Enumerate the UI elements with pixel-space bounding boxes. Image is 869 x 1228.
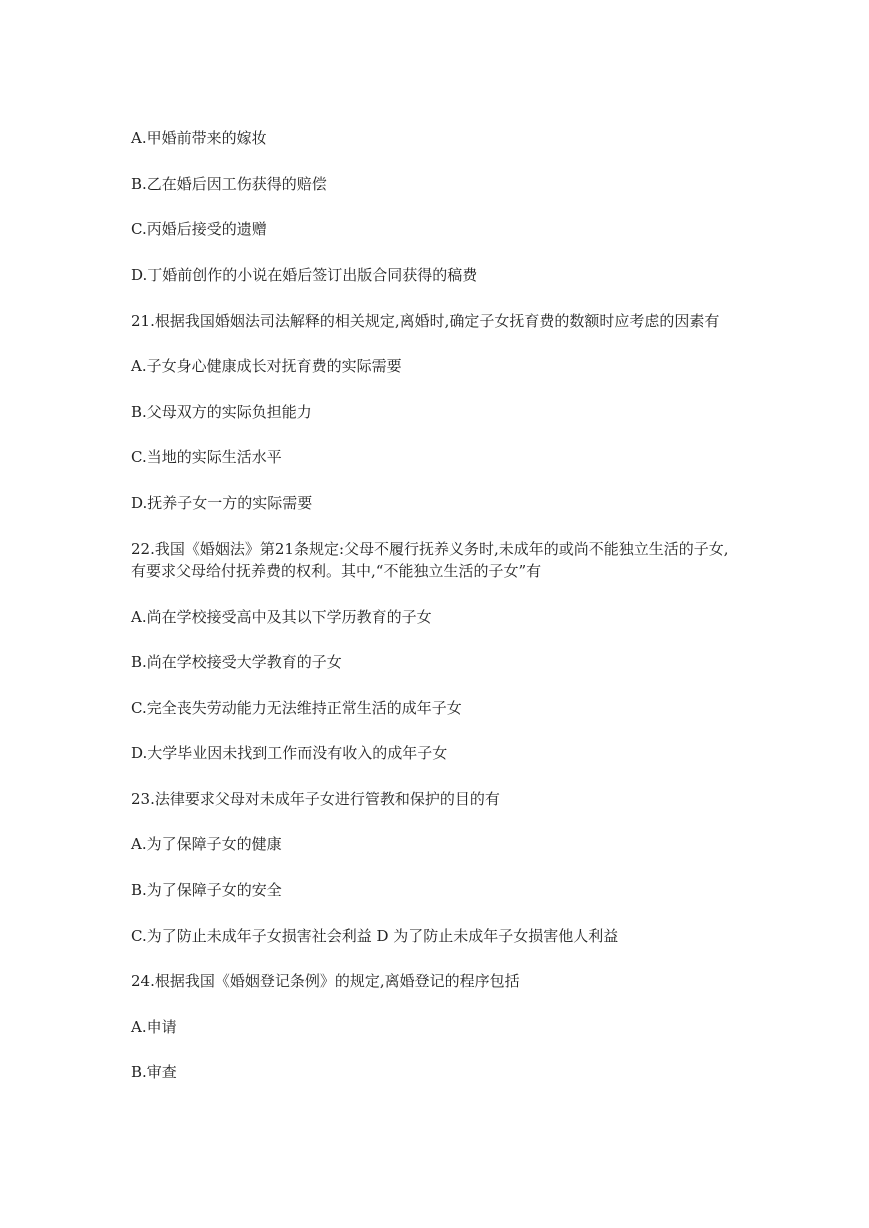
question-22-line2: 有要求父母给付抚养费的权利。其中,“不能独立生活的子女”有 <box>131 562 542 580</box>
option-21b: B.父母双方的实际负担能力 <box>131 403 312 421</box>
option-22a: A.尚在学校接受高中及其以下学历教育的子女 <box>131 608 432 626</box>
question-22-line1: 22.我国《婚姻法》第21条规定:父母不履行抚养义务时,未成年的或尚不能独立生活的子女, <box>131 540 729 558</box>
option-21c: C.当地的实际生活水平 <box>131 448 282 466</box>
option-20a: A.甲婚前带来的嫁妆 <box>131 129 267 147</box>
option-22c: C.完全丧失劳动能力无法维持正常生活的成年子女 <box>131 699 462 717</box>
option-20c: C.丙婚后接受的遗赠 <box>131 220 267 238</box>
option-23a: A.为了保障子女的健康 <box>131 835 282 853</box>
option-21a: A.子女身心健康成长对抚育费的实际需要 <box>131 357 402 375</box>
option-24b: B.审查 <box>131 1063 177 1081</box>
option-20d: D.丁婚前创作的小说在婚后签订出版合同获得的稿费 <box>131 266 478 284</box>
option-23b: B.为了保障子女的安全 <box>131 881 282 899</box>
option-20b: B.乙在婚后因工伤获得的赔偿 <box>131 175 327 193</box>
option-22d: D.大学毕业因未找到工作而没有收入的成年子女 <box>131 744 448 762</box>
question-23: 23.法律要求父母对未成年子女进行管教和保护的目的有 <box>131 790 500 808</box>
question-21: 21.根据我国婚姻法司法解释的相关规定,离婚时,确定子女抚育费的数额时应考虑的因素有 <box>131 312 720 330</box>
question-24: 24.根据我国《婚姻登记条例》的规定,离婚登记的程序包括 <box>131 972 520 990</box>
option-22b: B.尚在学校接受大学教育的子女 <box>131 653 342 671</box>
option-23cd: C.为了防止未成年子女损害社会利益 D 为了防止未成年子女损害他人利益 <box>131 927 619 945</box>
option-24a: A.申请 <box>131 1018 177 1036</box>
option-21d: D.抚养子女一方的实际需要 <box>131 494 313 512</box>
